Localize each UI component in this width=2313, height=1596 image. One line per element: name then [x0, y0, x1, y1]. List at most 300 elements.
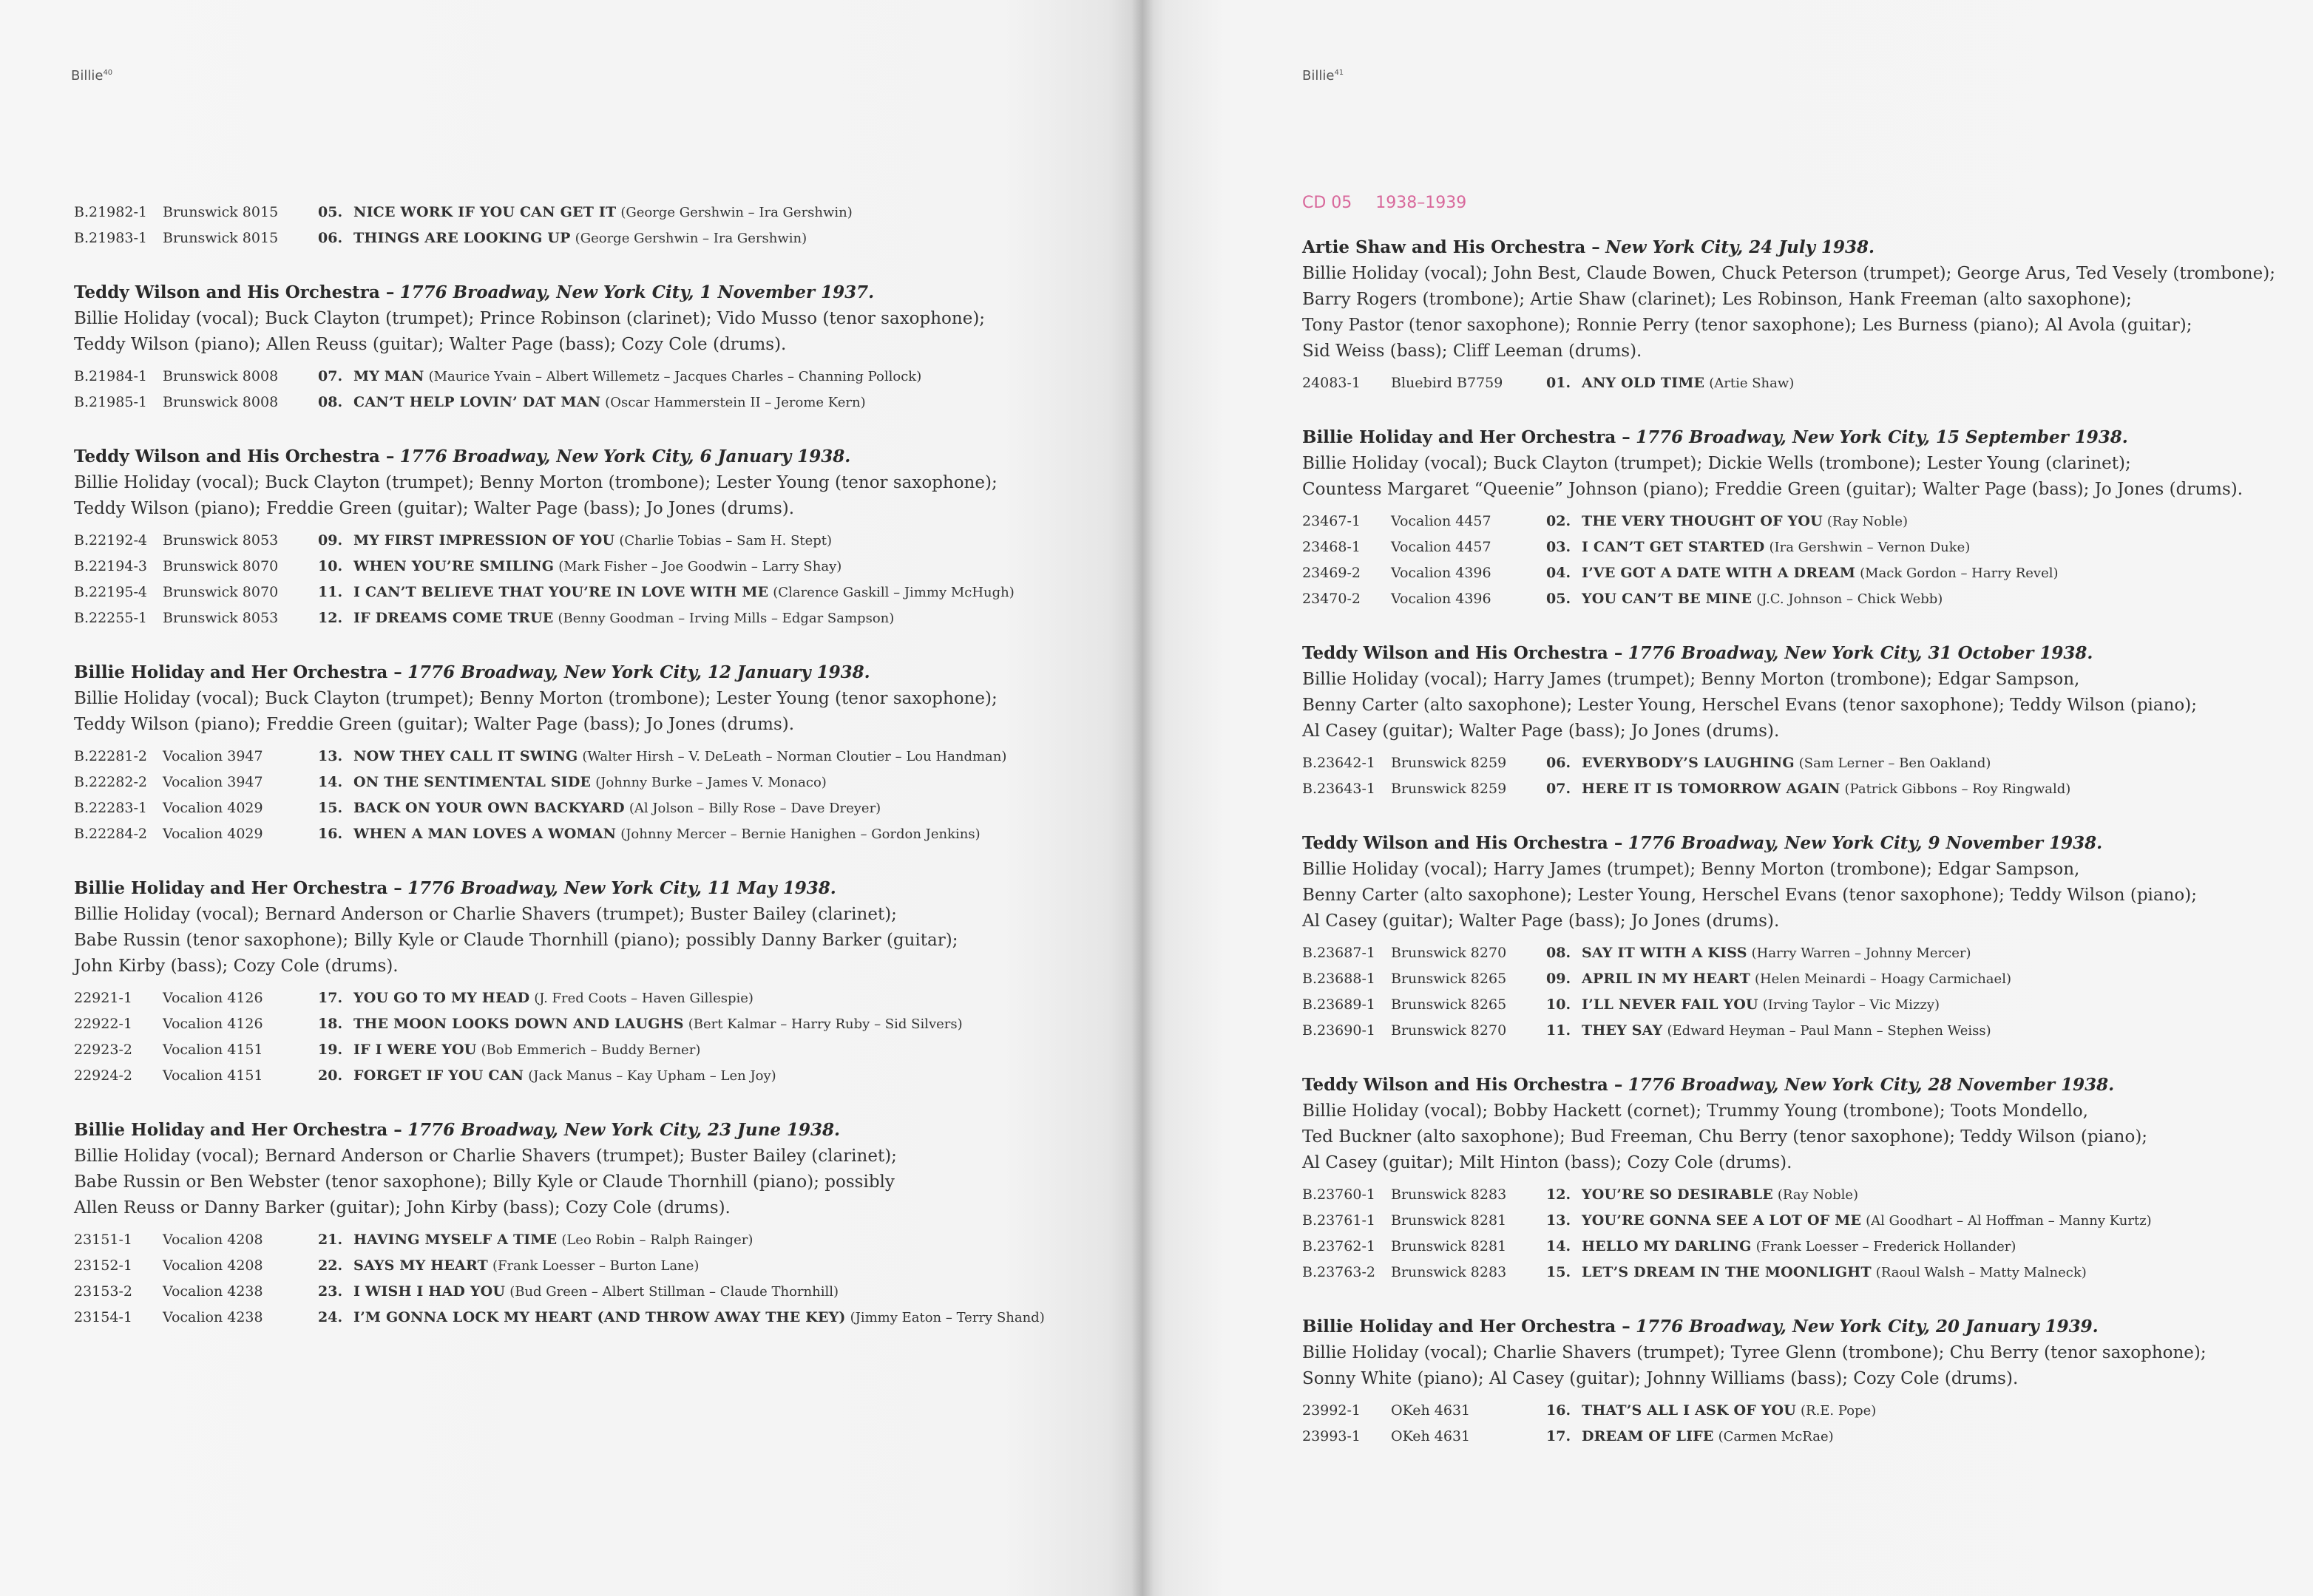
track-row: [74, 1063, 1109, 1089]
matrix-number: B.21984-1: [74, 368, 147, 384]
personnel-line: Tony Pastor (tenor saxophone); Ronnie Perry (tenor saxophone); Les Burness (piano); Al Avola (guitar);: [1302, 316, 2192, 335]
track-title: I’M GONNA LOCK MY HEART (AND THROW AWAY THE KEY): [353, 1309, 846, 1325]
track-title-group: [353, 770, 827, 795]
track-title: THEY SAY: [1582, 1022, 1663, 1039]
track-number: 01.: [1546, 375, 1571, 391]
track-row: [1302, 1018, 2293, 1044]
track-number: 09.: [318, 532, 343, 549]
track-list: [1302, 750, 2293, 802]
track-number: 06.: [1546, 755, 1571, 771]
session-heading: [74, 1117, 1109, 1144]
track-composers: (Al Goodhart – Al Hoffman – Manny Kurtz): [1866, 1213, 2152, 1229]
personnel-line: Billie Holiday (vocal); Buck Clayton (trumpet); Dickie Wells (trombone); Lester Young (clarinet);: [1302, 454, 2131, 473]
session-block: [1302, 1072, 2293, 1286]
track-number: 12.: [1546, 1186, 1571, 1203]
record-label: Brunswick 8015: [163, 204, 279, 220]
personnel-list: [74, 686, 1109, 738]
record-label: Brunswick 8265: [1391, 996, 1507, 1013]
session-place-date: 1776 Broadway, New York City, 12 January 1938.: [407, 662, 870, 682]
track-composers: (Raoul Walsh – Matty Malneck): [1875, 1265, 2087, 1280]
track-row: [1302, 1234, 2293, 1260]
record-label: Vocalion 4151: [163, 1067, 263, 1084]
matrix-number: B.23690-1: [1302, 1022, 1375, 1039]
band-name: Teddy Wilson and His Orchestra –: [74, 282, 395, 302]
left-discography: [74, 194, 1109, 1359]
track-list: [74, 528, 1109, 631]
track-row: [74, 605, 1109, 631]
track-title: YOU’RE SO DESIRABLE: [1582, 1186, 1773, 1203]
matrix-number: 23992-1: [1302, 1402, 1361, 1419]
track-list: [1302, 1398, 2293, 1450]
track-title: ON THE SENTIMENTAL SIDE: [353, 774, 592, 790]
track-title-group: [1582, 1260, 2087, 1286]
track-row: [74, 1037, 1109, 1063]
matrix-number: B.23642-1: [1302, 755, 1375, 771]
band-name: Billie Holiday and Her Orchestra –: [1302, 1317, 1630, 1337]
personnel-list: [1302, 261, 2293, 364]
personnel-line: Billie Holiday (vocal); Buck Clayton (trumpet); Benny Morton (trombone); Lester Young (tenor saxophone);: [74, 473, 998, 492]
track-title-group: [353, 985, 753, 1011]
page-number: 41: [1334, 69, 1344, 77]
record-label: Vocalion 4126: [163, 990, 263, 1006]
matrix-number: B.22284-2: [74, 826, 147, 842]
track-composers: (Jimmy Eaton – Terry Shand): [850, 1310, 1045, 1325]
track-title-group: [353, 1305, 1045, 1331]
cd-label: [1302, 194, 2293, 212]
track-number: 04.: [1546, 565, 1571, 581]
track-row: [1302, 560, 2293, 586]
matrix-number: B.22255-1: [74, 610, 147, 626]
track-number: 09.: [1546, 971, 1571, 987]
track-row: [74, 770, 1109, 795]
record-label: Vocalion 3947: [163, 748, 263, 764]
record-label: Brunswick 8281: [1391, 1212, 1507, 1229]
track-number: 13.: [1546, 1212, 1571, 1229]
track-composers: (George Gershwin – Ira Gershwin): [575, 231, 807, 246]
track-row: [74, 528, 1109, 554]
session-block: [1302, 640, 2293, 802]
track-title: BACK ON YOUR OWN BACKYARD: [353, 800, 625, 816]
personnel-line: Al Casey (guitar); Milt Hinton (bass); Cozy Cole (drums).: [1302, 1153, 1792, 1172]
track-list: [74, 744, 1109, 847]
personnel-line: Al Casey (guitar); Walter Page (bass); Jo Jones (drums).: [1302, 911, 1780, 931]
record-label: Brunswick 8015: [163, 230, 279, 246]
track-title: MY FIRST IMPRESSION OF YOU: [353, 532, 615, 549]
track-title: DREAM OF LIFE: [1582, 1428, 1714, 1444]
track-number: 16.: [318, 826, 343, 842]
track-title-group: [1582, 966, 2011, 992]
session-place-date: 1776 Broadway, New York City, 28 November 1938.: [1628, 1075, 2115, 1095]
track-number: 17.: [318, 990, 343, 1006]
track-title-group: [1582, 534, 1970, 560]
track-row: [1302, 966, 2293, 992]
track-title-group: [353, 821, 981, 847]
record-label: Vocalion 4396: [1391, 565, 1491, 581]
track-number: 11.: [318, 584, 343, 600]
record-label: Vocalion 4029: [163, 800, 263, 816]
personnel-list: [1302, 1098, 2293, 1176]
track-title-group: [1582, 1424, 1834, 1450]
session-heading: [74, 444, 1109, 470]
track-title-group: [1582, 509, 1908, 534]
track-title: I WISH I HAD YOU: [353, 1283, 506, 1300]
track-title-group: [353, 1063, 776, 1089]
personnel-line: Ted Buckner (alto saxophone); Bud Freeman, Chu Berry (tenor saxophone); Teddy Wilson (piano);: [1302, 1127, 2148, 1147]
running-head-left: [71, 68, 112, 84]
track-title: YOU CAN’T BE MINE: [1582, 591, 1752, 607]
track-composers: (Mark Fisher – Joe Goodwin – Larry Shay): [558, 559, 842, 574]
session-heading: [1302, 830, 2293, 857]
track-composers: (Bert Kalmar – Harry Ruby – Sid Silvers): [688, 1016, 963, 1032]
right-page: [1142, 0, 2313, 1596]
session-heading: [74, 279, 1109, 306]
session-heading: [74, 659, 1109, 686]
band-name: Billie Holiday and Her Orchestra –: [1302, 427, 1630, 447]
session-block: [74, 279, 1109, 415]
session-heading: [1302, 640, 2293, 667]
session-heading: [1302, 1072, 2293, 1098]
track-number: 21.: [318, 1232, 343, 1248]
record-label: Brunswick 8008: [163, 394, 279, 410]
track-number: 20.: [318, 1067, 343, 1084]
track-row: [1302, 370, 2293, 396]
track-number: 16.: [1546, 1402, 1571, 1419]
matrix-number: B.23762-1: [1302, 1238, 1375, 1254]
track-title: MY MAN: [353, 368, 424, 384]
session-block: [1302, 830, 2293, 1044]
record-label: Brunswick 8259: [1391, 755, 1507, 771]
track-row: [74, 200, 1109, 225]
matrix-number: B.21985-1: [74, 394, 147, 410]
matrix-number: B.23689-1: [1302, 996, 1375, 1013]
matrix-number: B.23687-1: [1302, 945, 1375, 961]
track-title-group: [1582, 750, 1991, 776]
track-composers: (Ray Noble): [1777, 1187, 1859, 1203]
track-number: 10.: [318, 558, 343, 574]
track-title: FORGET IF YOU CAN: [353, 1067, 524, 1084]
track-row: [74, 1011, 1109, 1037]
track-title-group: [353, 528, 832, 554]
band-name: Teddy Wilson and His Orchestra –: [74, 446, 395, 466]
track-row: [1302, 940, 2293, 966]
track-composers: (Maurice Yvain – Albert Willemetz – Jacques Charles – Channing Pollock): [428, 369, 922, 384]
cd-years: 1938–1939: [1375, 194, 1467, 212]
track-list: [1302, 1182, 2293, 1286]
personnel-line: Billie Holiday (vocal); John Best, Claude Bowen, Chuck Peterson (trumpet); George Arus, Ted Vesely (trombone);: [1302, 264, 2275, 283]
track-row: [1302, 1182, 2293, 1208]
track-title-group: [1582, 1018, 1991, 1044]
track-composers: (Mack Gordon – Harry Revel): [1860, 566, 2059, 581]
record-label: Brunswick 8259: [1391, 781, 1507, 797]
matrix-number: 24083-1: [1302, 375, 1361, 391]
track-title-group: [353, 200, 853, 225]
track-title: YOU GO TO MY HEAD: [353, 990, 530, 1006]
session-place-date: 1776 Broadway, New York City, 11 May 1938.: [407, 878, 836, 898]
personnel-line: Billie Holiday (vocal); Buck Clayton (trumpet); Prince Robinson (clarinet); Vido Musso (tenor saxophone);: [74, 309, 986, 328]
matrix-number: 23154-1: [74, 1309, 132, 1325]
track-list: [1302, 940, 2293, 1044]
track-title-group: [353, 1037, 700, 1063]
track-title: IF I WERE YOU: [353, 1042, 477, 1058]
matrix-number: 22922-1: [74, 1016, 132, 1032]
track-title-group: [1582, 560, 2059, 586]
matrix-number: 23153-2: [74, 1283, 132, 1300]
track-number: 02.: [1546, 513, 1571, 529]
track-title: I’VE GOT A DATE WITH A DREAM: [1582, 565, 1856, 581]
record-label: Brunswick 8265: [1391, 971, 1507, 987]
personnel-line: Billie Holiday (vocal); Harry James (trumpet); Benny Morton (trombone); Edgar Sampson,: [1302, 860, 2080, 879]
matrix-number: B.22192-4: [74, 532, 147, 549]
matrix-number: B.23643-1: [1302, 781, 1375, 797]
session-block: [1302, 1314, 2293, 1450]
track-list: [1302, 370, 2293, 396]
personnel-line: Billie Holiday (vocal); Buck Clayton (trumpet); Benny Morton (trombone); Lester Young (tenor saxophone);: [74, 689, 998, 708]
track-number: 08.: [1546, 945, 1571, 961]
matrix-number: 23151-1: [74, 1232, 132, 1248]
record-label: Bluebird B7759: [1391, 375, 1503, 391]
track-composers: (Bob Emmerich – Buddy Berner): [481, 1042, 701, 1058]
matrix-number: B.21983-1: [74, 230, 147, 246]
track-title-group: [1582, 1234, 2016, 1260]
track-composers: (Oscar Hammerstein II – Jerome Kern): [605, 395, 866, 410]
record-label: Vocalion 4151: [163, 1042, 263, 1058]
session-place-date: 1776 Broadway, New York City, 23 June 1938.: [407, 1120, 840, 1140]
personnel-line: Billie Holiday (vocal); Bobby Hackett (cornet); Trummy Young (trombone); Toots Mondello,: [1302, 1101, 2088, 1121]
track-title: HAVING MYSELF A TIME: [353, 1232, 558, 1248]
matrix-number: 23469-2: [1302, 565, 1361, 581]
track-composers: (Frank Loesser – Frederick Hollander): [1755, 1239, 2016, 1254]
session-place-date: 1776 Broadway, New York City, 1 November 1937.: [399, 282, 875, 302]
track-title-group: [353, 390, 866, 415]
personnel-line: Barry Rogers (trombone); Artie Shaw (clarinet); Les Robinson, Hank Freeman (alto saxophone);: [1302, 290, 2132, 309]
track-title-group: [1582, 1182, 1858, 1208]
personnel-line: Allen Reuss or Danny Barker (guitar); John Kirby (bass); Cozy Cole (drums).: [74, 1198, 731, 1218]
track-composers: (Bud Green – Albert Stillman – Claude Thornhill): [509, 1284, 839, 1300]
track-composers: (Jack Manus – Kay Upham – Len Joy): [528, 1068, 776, 1084]
track-title: LET’S DREAM IN THE MOONLIGHT: [1582, 1264, 1872, 1280]
session-block: [1302, 234, 2293, 396]
track-list: [74, 1227, 1109, 1331]
track-composers: (Benny Goodman – Irving Mills – Edgar Sampson): [558, 611, 895, 626]
record-label: Brunswick 8070: [163, 558, 279, 574]
session-heading: [1302, 424, 2293, 451]
track-number: 05.: [1546, 591, 1571, 607]
personnel-list: [1302, 1340, 2293, 1392]
matrix-number: 22921-1: [74, 990, 132, 1006]
track-title-group: [353, 554, 841, 580]
track-row: [74, 554, 1109, 580]
track-title: NICE WORK IF YOU CAN GET IT: [353, 204, 617, 220]
session-block: [74, 200, 1109, 251]
track-title-group: [353, 1227, 753, 1253]
track-title: I’LL NEVER FAIL YOU: [1582, 996, 1758, 1013]
record-label: Brunswick 8053: [163, 532, 279, 549]
track-number: 03.: [1546, 539, 1571, 555]
track-number: 22.: [318, 1257, 343, 1274]
track-title: THAT’S ALL I ASK OF YOU: [1582, 1402, 1796, 1419]
track-composers: (Irving Taylor – Vic Mizzy): [1762, 997, 1940, 1013]
track-composers: (Harry Warren – Johnny Mercer): [1751, 945, 1971, 961]
track-row: [74, 1305, 1109, 1331]
track-composers: (R.E. Pope): [1801, 1403, 1877, 1419]
matrix-number: 23152-1: [74, 1257, 132, 1274]
right-sessions: [1302, 234, 2293, 1450]
personnel-line: Teddy Wilson (piano); Allen Reuss (guitar); Walter Page (bass); Cozy Cole (drums).: [74, 335, 787, 354]
track-title-group: [1582, 370, 1794, 396]
session-place-date: 1776 Broadway, New York City, 9 November 1938.: [1628, 833, 2103, 853]
track-number: 10.: [1546, 996, 1571, 1013]
record-label: Vocalion 4238: [163, 1309, 263, 1325]
track-composers: (J.C. Johnson – Chick Webb): [1756, 591, 1943, 607]
track-composers: (Ira Gershwin – Vernon Duke): [1769, 540, 1971, 555]
track-title: THINGS ARE LOOKING UP: [353, 230, 571, 246]
track-title: EVERYBODY’S LAUGHING: [1582, 755, 1795, 771]
record-label: Vocalion 4238: [163, 1283, 263, 1300]
track-title-group: [353, 1011, 963, 1037]
track-composers: (Johnny Burke – James V. Monaco): [595, 775, 827, 790]
track-title: APRIL IN MY HEART: [1582, 971, 1750, 987]
matrix-number: B.22282-2: [74, 774, 147, 790]
session-block: [74, 875, 1109, 1089]
track-number: 17.: [1546, 1428, 1571, 1444]
record-label: Vocalion 4396: [1391, 591, 1491, 607]
record-label: Brunswick 8270: [1391, 1022, 1507, 1039]
track-row: [74, 1253, 1109, 1279]
track-title: HERE IT IS TOMORROW AGAIN: [1582, 781, 1840, 797]
track-title: I CAN’T BELIEVE THAT YOU’RE IN LOVE WITH ME: [353, 584, 769, 600]
track-title: WHEN A MAN LOVES A WOMAN: [353, 826, 617, 842]
record-label: Vocalion 4208: [163, 1257, 263, 1274]
track-composers: (Clarence Gaskill – Jimmy McHugh): [773, 585, 1015, 600]
personnel-line: Babe Russin or Ben Webster (tenor saxophone); Billy Kyle or Claude Thornhill (piano); possibly: [74, 1172, 895, 1192]
personnel-line: Benny Carter (alto saxophone); Lester Young, Herschel Evans (tenor saxophone); Teddy Wilson (piano);: [1302, 696, 2197, 715]
track-row: [74, 1279, 1109, 1305]
track-number: 07.: [318, 368, 343, 384]
track-title: SAY IT WITH A KISS: [1582, 945, 1747, 961]
record-label: Brunswick 8008: [163, 368, 279, 384]
track-title: THE VERY THOUGHT OF YOU: [1582, 513, 1823, 529]
record-label: Vocalion 4457: [1391, 513, 1491, 529]
personnel-list: [1302, 667, 2293, 744]
track-composers: (Johnny Mercer – Bernie Hanighen – Gordon Jenkins): [620, 826, 981, 842]
matrix-number: B.22283-1: [74, 800, 147, 816]
session-block: [1302, 424, 2293, 612]
matrix-number: B.22194-3: [74, 558, 147, 574]
track-title-group: [353, 364, 921, 390]
track-composers: (Leo Robin – Ralph Rainger): [561, 1232, 753, 1248]
track-row: [74, 985, 1109, 1011]
book-gutter: [1131, 0, 1154, 1596]
session-block: [74, 444, 1109, 631]
track-title-group: [353, 1279, 839, 1305]
track-composers: (Sam Lerner – Ben Oakland): [1798, 755, 1991, 771]
band-name: Teddy Wilson and His Orchestra –: [1302, 1075, 1623, 1095]
band-name: Teddy Wilson and His Orchestra –: [1302, 643, 1623, 663]
track-row: [1302, 750, 2293, 776]
session-place-date: New York City, 24 July 1938.: [1605, 237, 1875, 257]
track-row: [1302, 534, 2293, 560]
personnel-list: [74, 470, 1109, 522]
matrix-number: B.23763-2: [1302, 1264, 1375, 1280]
personnel-line: Al Casey (guitar); Walter Page (bass); Jo Jones (drums).: [1302, 721, 1780, 741]
track-composers: (Carmen McRae): [1718, 1429, 1834, 1444]
matrix-number: 23468-1: [1302, 539, 1361, 555]
track-number: 05.: [318, 204, 343, 220]
personnel-line: Billie Holiday (vocal); Bernard Anderson or Charlie Shavers (trumpet); Buster Bailey (clarinet);: [74, 905, 897, 924]
band-name: Billie Holiday and Her Orchestra –: [74, 878, 402, 898]
track-title-group: [1582, 992, 1940, 1018]
record-label: Brunswick 8283: [1391, 1264, 1507, 1280]
track-title-group: [1582, 776, 2070, 802]
page-number: 40: [103, 69, 113, 77]
record-label: Brunswick 8281: [1391, 1238, 1507, 1254]
matrix-number: B.23760-1: [1302, 1186, 1375, 1203]
band-name: Billie Holiday and Her Orchestra –: [74, 662, 402, 682]
band-name: Billie Holiday and Her Orchestra –: [74, 1120, 402, 1140]
track-composers: (Patrick Gibbons – Roy Ringwald): [1844, 781, 2071, 797]
matrix-number: 22924-2: [74, 1067, 132, 1084]
track-composers: (George Gershwin – Ira Gershwin): [620, 205, 853, 220]
track-title: CAN’T HELP LOVIN’ DAT MAN: [353, 394, 601, 410]
track-composers: (J. Fred Coots – Haven Gillespie): [534, 991, 753, 1006]
track-row: [74, 390, 1109, 415]
session-heading: [1302, 1314, 2293, 1340]
track-number: 19.: [318, 1042, 343, 1058]
track-row: [1302, 509, 2293, 534]
track-number: 06.: [318, 230, 343, 246]
personnel-line: Sonny White (piano); Al Casey (guitar); Johnny Williams (bass); Cozy Cole (drums).: [1302, 1369, 2019, 1388]
track-title-group: [1582, 1208, 2152, 1234]
track-title: SAYS MY HEART: [353, 1257, 488, 1274]
track-row: [74, 1227, 1109, 1253]
matrix-number: B.21982-1: [74, 204, 147, 220]
band-name: Teddy Wilson and His Orchestra –: [1302, 833, 1623, 853]
record-label: OKeh 4631: [1391, 1428, 1471, 1444]
running-head-title: Billie: [71, 68, 104, 84]
personnel-line: Countess Margaret “Queenie” Johnson (piano); Freddie Green (guitar); Walter Page (bass); Jo Jones (drums).: [1302, 480, 2243, 499]
track-row: [1302, 1208, 2293, 1234]
personnel-line: Babe Russin (tenor saxophone); Billy Kyle or Claude Thornhill (piano); possibly Danny Barker (guitar);: [74, 931, 958, 950]
personnel-line: Billie Holiday (vocal); Charlie Shavers (trumpet); Tyree Glenn (trombone); Chu Berry (tenor saxophone);: [1302, 1343, 2207, 1362]
track-number: 14.: [1546, 1238, 1571, 1254]
track-title: THE MOON LOOKS DOWN AND LAUGHS: [353, 1016, 684, 1032]
right-discography: [1302, 194, 2293, 1478]
track-composers: (Frank Loesser – Burton Lane): [492, 1258, 700, 1274]
matrix-number: 23467-1: [1302, 513, 1361, 529]
matrix-number: 23470-2: [1302, 591, 1361, 607]
track-row: [1302, 992, 2293, 1018]
track-number: 12.: [318, 610, 343, 626]
record-label: Brunswick 8053: [163, 610, 279, 626]
track-number: 13.: [318, 748, 343, 764]
record-label: Brunswick 8270: [1391, 945, 1507, 961]
record-label: Vocalion 3947: [163, 774, 263, 790]
session-place-date: 1776 Broadway, New York City, 15 September 1938.: [1636, 427, 2128, 447]
matrix-number: B.23688-1: [1302, 971, 1375, 987]
personnel-list: [1302, 857, 2293, 934]
track-title-group: [353, 1253, 699, 1279]
personnel-line: Billie Holiday (vocal); Bernard Anderson or Charlie Shavers (trumpet); Buster Bailey (clarinet);: [74, 1147, 897, 1166]
record-label: Vocalion 4126: [163, 1016, 263, 1032]
track-row: [74, 744, 1109, 770]
personnel-list: [1302, 451, 2293, 503]
track-row: [1302, 1398, 2293, 1424]
cd-number: CD 05: [1302, 194, 1352, 212]
matrix-number: 22923-2: [74, 1042, 132, 1058]
track-title-group: [353, 225, 807, 251]
session-block: [74, 1117, 1109, 1331]
track-row: [1302, 586, 2293, 612]
